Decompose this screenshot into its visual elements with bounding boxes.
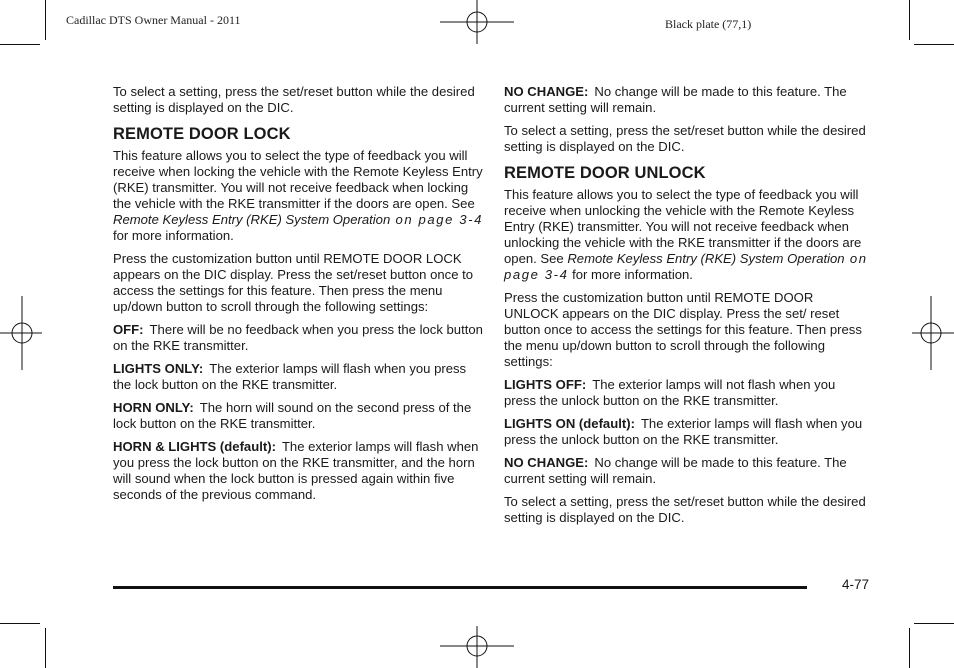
registration-mark-top: [440, 0, 514, 46]
instructions-paragraph: Press the customization button until REMOTE DOOR UNLOCK appears on the DIC display. Press the set/ reset button once to access the settings for this feature. Then press the menu up/down button to scroll through the following settings:: [504, 290, 862, 369]
option-description: The horn will sound on the second press of the lock button on the RKE transmitter.: [113, 400, 472, 431]
crop-mark: [914, 44, 954, 45]
paragraph-text: for more information.: [113, 228, 234, 243]
intro-paragraph: To select a setting, press the set/reset button while the desired setting is displayed on the DIC.: [504, 123, 866, 154]
option-description: The exterior lamps will flash when you press the unlock button on the RKE transmitter.: [504, 416, 863, 447]
option-description: The exterior lamps will not flash when you press the unlock button on the RKE transmitter.: [504, 377, 836, 408]
option-description: The exterior lamps will flash when you press the lock button on the RKE transmitter, and the horn will sound when the lock button is pressed again within five seconds of the previous command.: [113, 439, 479, 502]
option-item-lights-on: [504, 416, 870, 448]
option-item-off: [113, 322, 485, 354]
registration-mark-left: [0, 296, 46, 370]
intro-paragraph: To select a setting, press the set/reset button while the desired setting is displayed on the DIC.: [113, 84, 475, 115]
option-term: OFF:: [113, 322, 144, 337]
section-heading-remote-door-unlock: REMOTE DOOR UNLOCK: [504, 164, 706, 182]
cross-reference-link[interactable]: Remote Keyless Entry (RKE) System Operation: [113, 212, 391, 227]
instructions-paragraph: Press the customization button until REMOTE DOOR LOCK appears on the DIC display. Press the set/reset button once to access the settings for this feature. Then press the menu up/down button to scroll through the following settings:: [113, 251, 474, 314]
outro-paragraph: To select a setting, press the set/reset button while the desired setting is displayed on the DIC.: [504, 494, 866, 525]
page-reference[interactable]: on page 3-4: [390, 212, 483, 227]
running-header-title: Cadillac DTS Owner Manual - 2011: [66, 13, 241, 27]
crop-mark: [909, 0, 910, 40]
option-term: HORN & LIGHTS (default):: [113, 439, 276, 454]
option-description: The exterior lamps will flash when you press the lock button on the RKE transmitter.: [113, 361, 467, 392]
registration-mark-right: [908, 296, 954, 370]
option-term: NO CHANGE:: [504, 84, 589, 99]
left-column: [113, 84, 485, 510]
paragraph-text: for more information.: [568, 267, 693, 282]
option-item-horn-and-lights: [113, 439, 485, 503]
crop-mark: [909, 628, 910, 668]
page-number: 4-77: [842, 577, 870, 592]
cross-reference-link[interactable]: Remote Keyless Entry (RKE) System Operation: [567, 251, 845, 266]
crop-mark: [0, 44, 40, 45]
option-term: HORN ONLY:: [113, 400, 194, 415]
paragraph-text: This feature allows you to select the type of feedback you will receive when locking the vehicle with the Remote Keyless Entry (RKE) transmitter. You will not receive feedback when locking the vehicle with the RKE transmitter if the doors are open. See: [113, 148, 483, 211]
right-column: [504, 84, 870, 533]
crop-mark: [45, 0, 46, 40]
option-description: No change will be made to this feature. The current setting will remain.: [504, 84, 847, 115]
option-term: LIGHTS OFF:: [504, 377, 587, 392]
option-term: NO CHANGE:: [504, 455, 589, 470]
option-description: No change will be made to this feature. The current setting will remain.: [504, 455, 847, 486]
option-item-horn-only: [113, 400, 485, 432]
registration-mark-bottom: [440, 624, 514, 668]
paragraph-text: This feature allows you to select the type of feedback you will receive when unlocking the vehicle with the Remote Keyless Entry (RKE) transmitter. You will not receive feedback when unlocking the vehicle with the RKE transmitter if the doors are open. See: [504, 187, 862, 266]
description-paragraph: [504, 187, 870, 283]
option-item-lights-off: [504, 377, 870, 409]
crop-mark: [914, 623, 954, 624]
option-description: There will be no feedback when you press the lock button on the RKE transmitter.: [113, 322, 483, 353]
page-reference[interactable]: on page 3-4: [504, 251, 868, 282]
crop-mark: [0, 623, 40, 624]
option-term: LIGHTS ON (default):: [504, 416, 635, 431]
option-item-no-change: [504, 84, 870, 116]
description-paragraph: [113, 148, 485, 244]
option-item-no-change: [504, 455, 870, 487]
footer-rule: [113, 586, 807, 589]
section-heading-remote-door-lock: REMOTE DOOR LOCK: [113, 125, 291, 143]
running-header-plate: Black plate (77,1): [665, 17, 752, 31]
option-term: LIGHTS ONLY:: [113, 361, 204, 376]
option-item-lights-only: [113, 361, 485, 393]
crop-mark: [45, 628, 46, 668]
